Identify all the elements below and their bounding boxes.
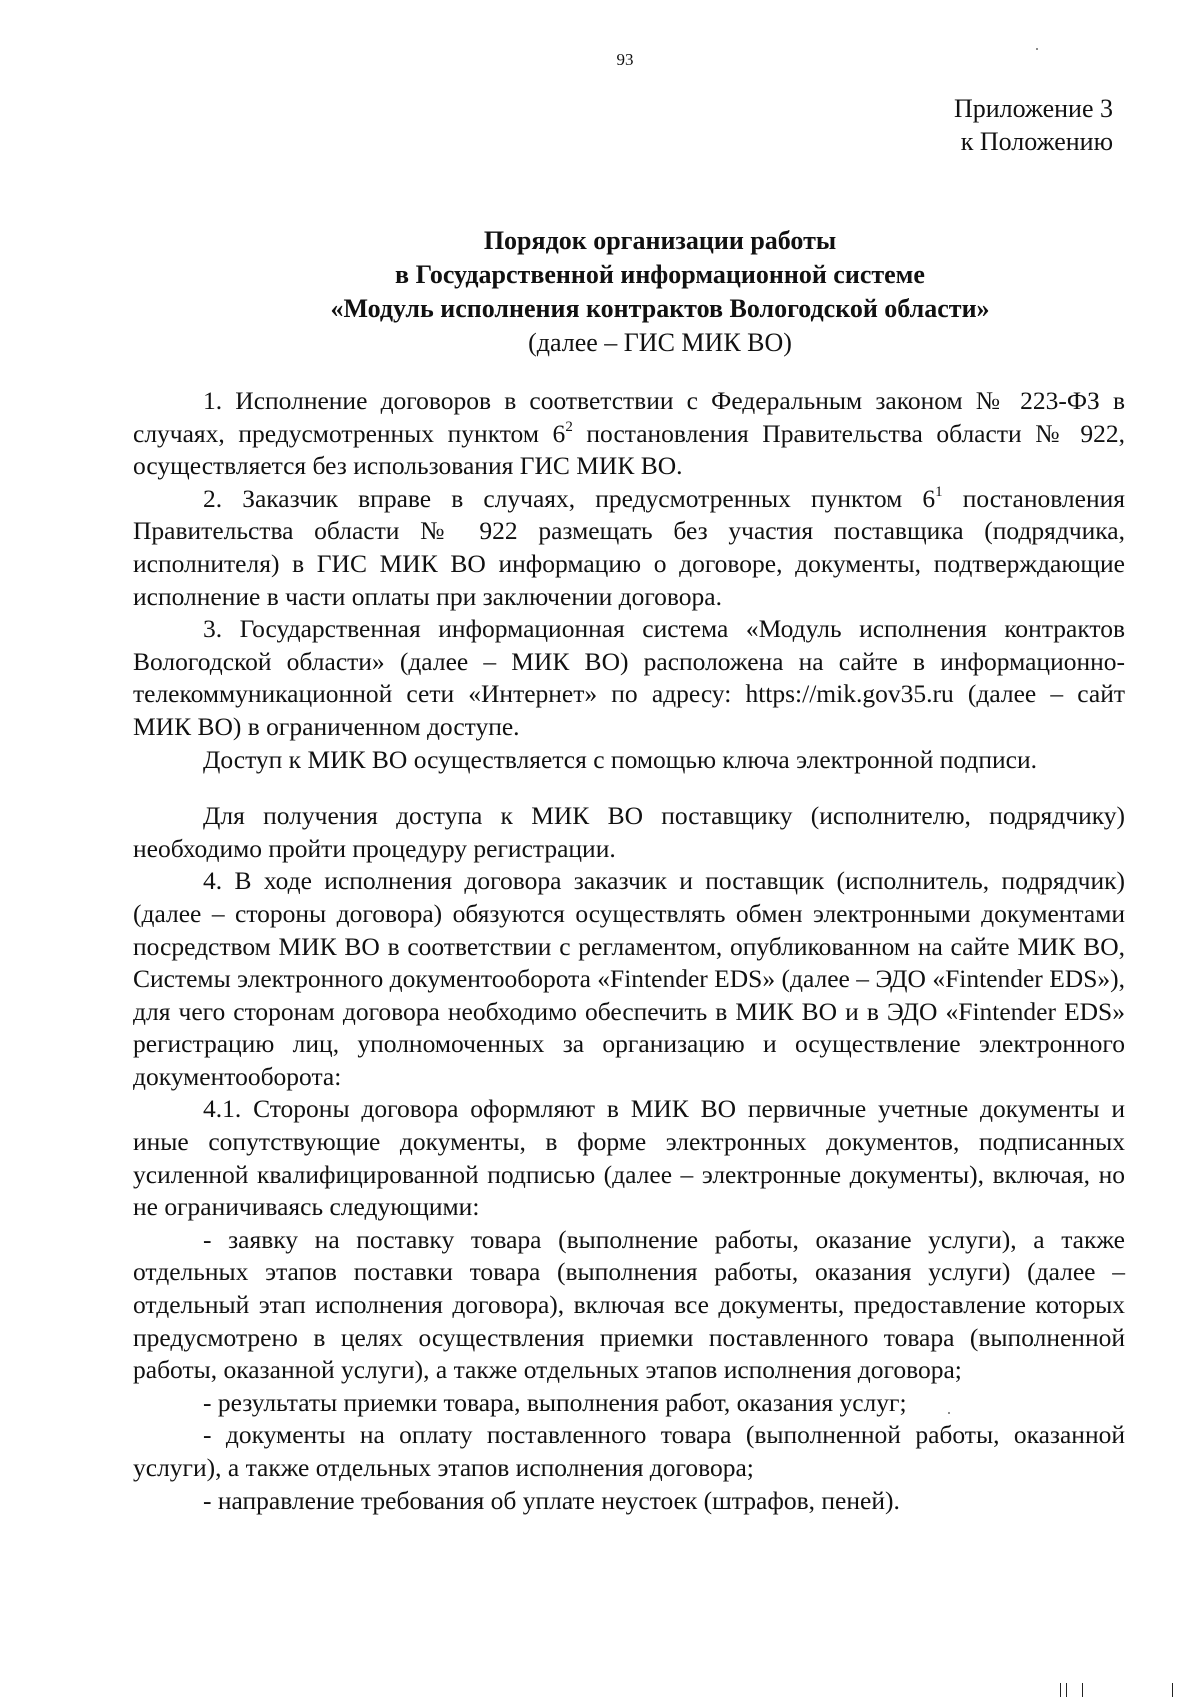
paragraph-1 [133, 385, 1125, 483]
paragraph-2-superscript: 1 [935, 483, 943, 500]
paragraph-3: 3. Государственная информационная система «Модуль исполнения контрактов Вологодской области» (далее – МИК ВО) расположена на сайте в информационно-телекоммуникационной сети «Интернет» по адресу: https://mik.gov35.ru (далее – сайт МИК ВО) в ограниченном доступе. [133, 614, 1125, 741]
title-line-1: Порядок организации работы [483, 226, 837, 255]
scan-edge-mark [1060, 1683, 1061, 1697]
paragraph-1-text-a: 1. Исполнение договоров в соответствии с Федеральным законом № 223-ФЗ в случаях, предусмотренных пунктом 6 [133, 386, 1125, 448]
paragraph-2 [133, 483, 1125, 613]
title-line-2: в Государственной информационной системе [395, 260, 925, 289]
appendix-line-2: к Положению [960, 127, 1113, 156]
paragraph-1-superscript: 2 [565, 418, 573, 435]
paragraph-10: - документы на оплату поставленного товара (выполненной работы, оказанной услуги), а также отдельных этапов исполнения договора; [133, 1420, 1125, 1482]
page-number: 93 [616, 50, 634, 69]
paragraph-1-text-b: постановления Правительства области № 922, осуществляется без использования ГИС МИК ВО. [133, 418, 1125, 481]
appendix-line-1: Приложение 3 [953, 94, 1113, 123]
title-line-3: «Модуль исполнения контрактов Вологодской области» [330, 294, 990, 323]
document-title [70, 224, 1200, 360]
paragraph-5: Для получения доступа к МИК ВО поставщику (исполнителю, подрядчику) необходимо пройти процедуру регистрации. [133, 801, 1125, 863]
paragraph-9: - результаты приемки товара, выполнения работ, оказания услуг; [203, 1387, 907, 1417]
paragraph-6: 4. В ходе исполнения договора заказчик и поставщик (исполнитель, подрядчик) (далее – стороны договора) обязуются осуществлять обмен электронными документами посредством МИК ВО в соответствии с регламентом, опубликованном на сайте МИК ВО, Системы электронного документооборота «Fintender EDS» (далее – ЭДО «Fintender EDS»), для чего сторонам договора необходимо обеспечить в МИК ВО и в ЭДО «Fintender EDS» регистрацию лиц, уполномоченных за организацию и осуществление электронного документооборота: [133, 866, 1125, 1091]
scan-edge-mark [1066, 1683, 1067, 1697]
document-body [133, 385, 1125, 1517]
scan-edge-mark [1172, 1683, 1173, 1697]
appendix-reference [954, 92, 1113, 158]
scan-edge-mark [1082, 1683, 1083, 1697]
paragraph-4: Доступ к МИК ВО осуществляется с помощью ключа электронной подписи. [203, 744, 1037, 774]
title-line-4: (далее – ГИС МИК ВО) [528, 328, 792, 357]
paragraph-11: - направление требования об уплате неустоек (штрафов, пеней). [203, 1485, 900, 1515]
scan-speck [1036, 48, 1038, 50]
paragraph-8: - заявку на поставку товара (выполнение работы, оказание услуги), а также отдельных этапов поставки товара (выполнения работы, оказания услуги) (далее – отдельный этап исполнения договора), включая все документы, предоставление которых предусмотрено в целях осуществления приемки поставленного товара (выполненной работы, оказанной услуги), а также отдельных этапов исполнения договора; [133, 1224, 1125, 1385]
paragraph-2-text-a: 2. Заказчик вправе в случаях, предусмотренных пунктом 6 [203, 483, 936, 513]
scan-speck [948, 1412, 950, 1414]
paragraph-2-text-b: постановления Правительства области № 922 размещать без участия поставщика (подрядчика, исполнителя) в ГИС МИК ВО информацию о договоре, документы, подтверждающие исполнение в части оплаты при заключении договора. [133, 483, 1125, 611]
paragraph-7: 4.1. Стороны договора оформляют в МИК ВО первичные учетные документы и иные сопутствующие документы, в форме электронных документов, подписанных усиленной квалифицированной подписью (далее – электронные документы), включая, но не ограничиваясь следующими: [133, 1094, 1125, 1222]
